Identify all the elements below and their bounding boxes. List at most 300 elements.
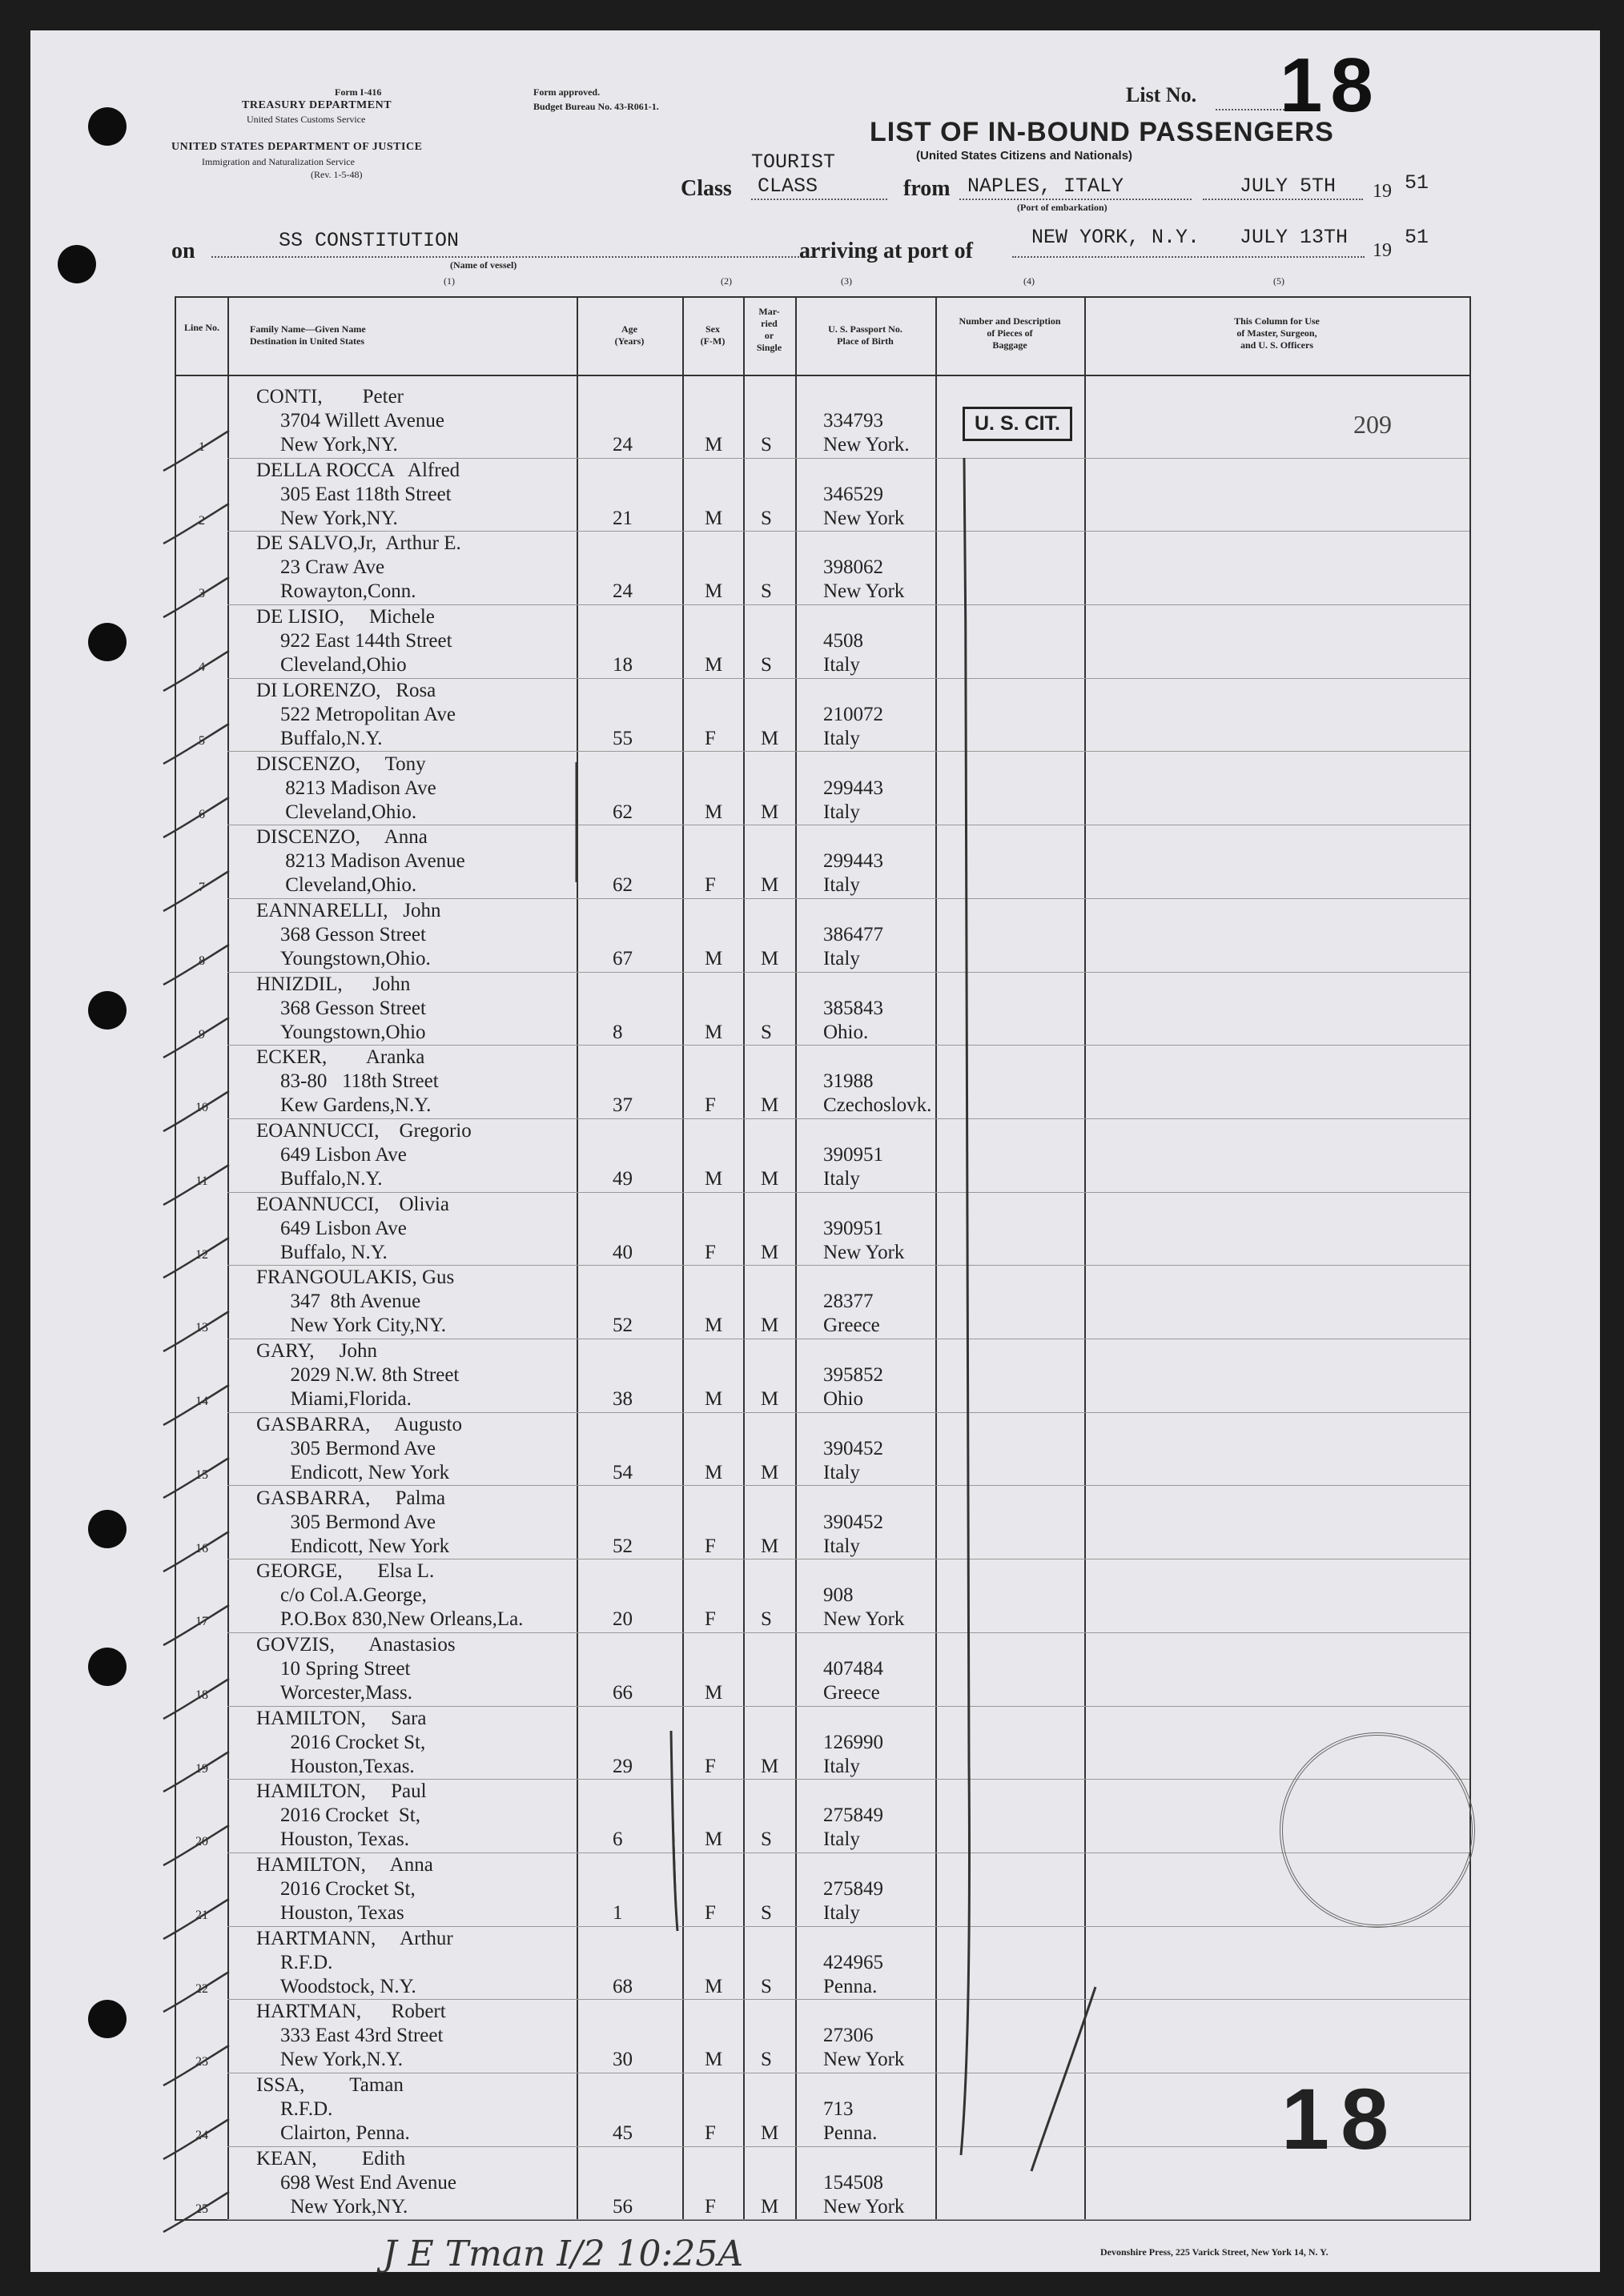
passenger-address: 649 Lisbon Ave: [280, 1217, 407, 1239]
passenger-city: New York City,NY.: [280, 1315, 446, 1337]
passport-number: 908: [823, 1584, 854, 1607]
passenger-marital: M: [761, 1388, 779, 1411]
passenger-address: 3704 Willett Avenue: [280, 410, 444, 432]
passport-number: 390452: [823, 1511, 883, 1533]
vessel-caption: (Name of vessel): [450, 259, 517, 271]
passport-number: 385843: [823, 997, 883, 1019]
passenger-age: 24: [613, 580, 633, 603]
table-row: [176, 2074, 1469, 2148]
table-row: [176, 1046, 1469, 1120]
passenger-sex: F: [705, 2122, 716, 2145]
passenger-name: DELLA ROCCA Alfred: [256, 459, 460, 481]
column-number: (1): [444, 275, 455, 287]
passenger-city: Endicott, New York: [280, 1461, 450, 1483]
binder-hole: [88, 623, 127, 661]
table-row: [176, 2148, 1469, 2222]
passenger-name: CONTI, Peter: [256, 386, 404, 407]
place-of-birth: Italy: [823, 874, 860, 897]
place-of-birth: New York: [823, 580, 905, 603]
form-approved: Form approved.: [533, 86, 601, 98]
line-number: 1: [199, 440, 205, 454]
passenger-name: HAMILTON, Anna: [256, 1854, 433, 1876]
table-row: [176, 1708, 1469, 1781]
passenger-marital: M: [761, 1315, 779, 1337]
passenger-marital: S: [761, 580, 772, 603]
passport-number: 407484: [823, 1657, 883, 1680]
line-number: 10: [195, 1101, 208, 1115]
header-baggage: Number and Description of Pieces of Baggage: [959, 315, 1061, 351]
passenger-address: 8213 Madison Avenue: [280, 850, 465, 873]
inspection-stamp: [1280, 1732, 1475, 1928]
passport-number: 386477: [823, 923, 883, 945]
passenger-name: DE LISIO, Michele: [256, 606, 435, 628]
passenger-marital: S: [761, 654, 772, 676]
table-row: [176, 1634, 1469, 1708]
passenger-marital: S: [761, 2049, 772, 2071]
table-row: [176, 1928, 1469, 2001]
table-row: [176, 606, 1469, 680]
class-label: Class: [681, 176, 732, 201]
line-number: 19: [195, 1761, 208, 1776]
passenger-address: 2016 Crocket St,: [280, 1731, 426, 1753]
passenger-address: 2029 N.W. 8th Street: [280, 1364, 460, 1387]
document-page: [30, 30, 1600, 2272]
line-number: 21: [195, 1909, 208, 1922]
place-of-birth: New York: [823, 1241, 905, 1263]
passenger-marital: S: [761, 1021, 772, 1043]
line-number: 8: [199, 953, 205, 968]
line-number: 12: [195, 1247, 208, 1262]
passenger-sex: F: [705, 1535, 716, 1557]
table-row: [176, 1194, 1469, 1267]
arrival-year: 51: [1405, 226, 1429, 249]
passenger-marital: M: [761, 947, 779, 969]
passenger-city: Houston, Texas: [280, 1902, 404, 1924]
passenger-address: 2016 Crocket St,: [280, 1804, 420, 1827]
line-number: 6: [199, 807, 205, 821]
passenger-sex: M: [705, 654, 723, 676]
printer-credit: Devonshire Press, 225 Varick Street, New York 14, N. Y.: [1100, 2246, 1329, 2258]
passenger-sex: M: [705, 801, 723, 823]
passenger-marital: M: [761, 2195, 779, 2218]
passenger-name: EOANNUCCI, Gregorio: [256, 1120, 472, 1142]
class-value-1: TOURIST: [751, 151, 836, 174]
passenger-city: Buffalo,N.Y.: [280, 727, 383, 749]
line-number: 13: [195, 1321, 208, 1335]
passport-number: 4508: [823, 630, 863, 652]
passenger-age: 54: [613, 1461, 633, 1483]
passenger-address: 522 Metropolitan Ave: [280, 703, 456, 725]
passenger-age: 56: [613, 2195, 633, 2218]
table-row: [176, 1120, 1469, 1194]
treasury-department: TREASURY DEPARTMENT: [242, 99, 392, 111]
passenger-age: 20: [613, 1608, 633, 1631]
passenger-sex: F: [705, 1755, 716, 1777]
passport-number: 398062: [823, 556, 883, 579]
line-number: 22: [195, 1981, 208, 1996]
place-of-birth: Penna.: [823, 1975, 878, 1997]
passenger-name: GARY, John: [256, 1340, 377, 1363]
passenger-address: 922 East 144th Street: [280, 630, 452, 652]
form-number: Form I-416: [335, 86, 382, 98]
passenger-name: HAMILTON, Sara: [256, 1707, 427, 1729]
line-number: 4: [199, 660, 205, 675]
passenger-address: 347 8th Avenue: [280, 1290, 421, 1313]
year-prefix-from: 19: [1373, 181, 1392, 202]
passenger-city: Clairton, Penna.: [280, 2122, 410, 2145]
passenger-address: 333 East 43rd Street: [280, 2025, 444, 2047]
passenger-name: DE SALVO,Jr, Arthur E.: [256, 532, 461, 555]
passport-number: 299443: [823, 777, 883, 799]
passenger-address: 698 West End Avenue: [280, 2171, 456, 2194]
bracket-mark: [665, 1731, 681, 1939]
passenger-age: 62: [613, 801, 633, 823]
passenger-sex: M: [705, 1168, 723, 1190]
passenger-address: 8213 Madison Ave: [280, 777, 436, 799]
header-age: Age (Years): [614, 323, 645, 347]
place-of-birth: Ohio: [823, 1388, 863, 1411]
passenger-sex: M: [705, 1975, 723, 1997]
passenger-age: 38: [613, 1388, 633, 1411]
line-number: 17: [195, 1615, 208, 1629]
passenger-address: R.F.D.: [280, 1951, 333, 1973]
passenger-sex: M: [705, 1315, 723, 1337]
table-row: [176, 1780, 1469, 1854]
header-sex: Sex (F-M): [700, 323, 726, 347]
line-number: 14: [195, 1395, 208, 1409]
department-of-justice: UNITED STATES DEPARTMENT OF JUSTICE: [171, 141, 423, 153]
passenger-marital: S: [761, 1608, 772, 1631]
passport-number: 27306: [823, 2025, 874, 2047]
line-number: 20: [195, 1835, 208, 1849]
passenger-name: HARTMAN, Robert: [256, 2001, 446, 2023]
passenger-address: 305 Bermond Ave: [280, 1437, 436, 1459]
passenger-name: HNIZDIL, John: [256, 973, 411, 995]
passenger-city: Cleveland,Ohio.: [280, 801, 417, 823]
annotation-209: 209: [1353, 410, 1392, 439]
column-number: (5): [1273, 275, 1284, 287]
passenger-age: 8: [613, 1021, 623, 1043]
passenger-city: Houston,Texas.: [280, 1755, 415, 1777]
column-number: (4): [1023, 275, 1035, 287]
header-married: Mar- ried or Single: [756, 306, 782, 353]
binder-hole: [88, 991, 127, 1030]
place-of-birth: Greece: [823, 1681, 880, 1704]
passenger-age: 21: [613, 507, 633, 529]
passenger-city: P.O.Box 830,New Orleans,La.: [280, 1608, 524, 1631]
line-number: 11: [195, 1174, 208, 1188]
passenger-age: 45: [613, 2122, 633, 2145]
passenger-sex: M: [705, 1021, 723, 1043]
passport-number: 28377: [823, 1290, 874, 1313]
table-row: [176, 753, 1469, 827]
from-label: from: [903, 176, 951, 201]
passenger-marital: M: [761, 1241, 779, 1263]
passenger-address: 368 Gesson Street: [280, 997, 426, 1019]
passport-number: 713: [823, 2098, 854, 2121]
place-of-birth: Italy: [823, 654, 860, 676]
header-officers: This Column for Use of Master, Surgeon, and U. S. Officers: [1234, 315, 1320, 351]
line-number: 7: [199, 881, 205, 895]
passenger-city: New York,NY.: [280, 2195, 408, 2218]
passenger-name: HAMILTON, Paul: [256, 1780, 427, 1803]
table-row: [176, 1560, 1469, 1634]
passport-number: 390951: [823, 1144, 883, 1166]
passport-number: 390452: [823, 1437, 883, 1459]
header-name: Family Name—Given Name Destination in United States: [250, 323, 366, 347]
table-row: [176, 2001, 1469, 2074]
passenger-name: GOVZIS, Anastasios: [256, 1633, 456, 1656]
passenger-city: Worcester,Mass.: [280, 1681, 412, 1704]
passenger-name: KEAN, Edith: [256, 2147, 406, 2170]
list-number-label: List No.: [1126, 83, 1197, 106]
passport-number: 424965: [823, 1951, 883, 1973]
passport-number: 395852: [823, 1364, 883, 1387]
signature: J E Tman I/2 10:25A: [383, 2234, 744, 2274]
passenger-name: FRANGOULAKIS, Gus: [256, 1266, 455, 1289]
passport-number: 299443: [823, 850, 883, 873]
passenger-address: R.F.D.: [280, 2098, 333, 2121]
table-row: [176, 900, 1469, 973]
passenger-age: 29: [613, 1755, 633, 1777]
passenger-marital: S: [761, 434, 772, 456]
year-prefix-arrival: 19: [1373, 240, 1392, 261]
passenger-age: 52: [613, 1535, 633, 1557]
passenger-sex: F: [705, 2195, 716, 2218]
table-row: [176, 973, 1469, 1047]
header-line-no: Line No.: [183, 322, 219, 333]
passenger-city: Endicott, New York: [280, 1535, 450, 1557]
line-number: 5: [199, 733, 205, 748]
passenger-address: 83-80 118th Street: [280, 1070, 439, 1093]
passenger-address: c/o Col.A.George,: [280, 1584, 427, 1607]
passenger-name: GEORGE, Elsa L.: [256, 1560, 435, 1583]
passenger-marital: S: [761, 1975, 772, 1997]
passenger-city: New York,N.Y.: [280, 2049, 404, 2071]
passenger-city: Rowayton,Conn.: [280, 580, 416, 603]
passenger-city: New York,NY.: [280, 507, 398, 529]
place-of-birth: Penna.: [823, 2122, 878, 2145]
passport-number: 210072: [823, 703, 883, 725]
check-stroke: [1023, 1979, 1103, 2179]
passenger-name: ISSA, Taman: [256, 2074, 404, 2097]
line-number: 24: [195, 2129, 208, 2143]
passenger-sex: M: [705, 947, 723, 969]
passenger-name: DISCENZO, Anna: [256, 826, 428, 849]
passenger-name: ECKER, Aranka: [256, 1046, 425, 1069]
passenger-marital: M: [761, 1094, 779, 1117]
passenger-marital: S: [761, 507, 772, 529]
binder-hole: [88, 2000, 127, 2038]
passport-number: 31988: [823, 1070, 874, 1093]
table-row: [176, 680, 1469, 753]
port-embarkation-caption: (Port of embarkation): [1017, 202, 1107, 213]
passenger-age: 52: [613, 1315, 633, 1337]
table-row: [176, 1854, 1469, 1928]
line-number: 15: [195, 1467, 208, 1482]
passenger-city: Kew Gardens,N.Y.: [280, 1094, 432, 1117]
passport-number: 275849: [823, 1804, 883, 1827]
passport-number: 334793: [823, 410, 883, 432]
table-row: [176, 826, 1469, 900]
passenger-age: 67: [613, 947, 633, 969]
place-of-birth: Italy: [823, 801, 860, 823]
passenger-name: DISCENZO, Tony: [256, 753, 426, 775]
check-mark: [160, 2189, 232, 2237]
passenger-age: 30: [613, 2049, 633, 2071]
binder-hole: [88, 1510, 127, 1548]
passenger-sex: F: [705, 1094, 716, 1117]
passenger-sex: F: [705, 1608, 716, 1631]
class-value-2: CLASS: [758, 175, 818, 198]
passenger-marital: S: [761, 1828, 772, 1851]
ins-label: Immigration and Naturalization Service: [202, 156, 355, 167]
passenger-city: Cleveland,Ohio: [280, 654, 407, 676]
passenger-sex: M: [705, 1681, 723, 1704]
line-number: 16: [195, 1541, 208, 1555]
place-of-birth: Italy: [823, 1461, 860, 1483]
place-of-birth: Italy: [823, 947, 860, 969]
place-of-birth: Italy: [823, 1828, 860, 1851]
line-number: 18: [195, 1688, 208, 1702]
passenger-marital: M: [761, 727, 779, 749]
passenger-age: 1: [613, 1902, 623, 1924]
passenger-city: New York,NY.: [280, 434, 398, 456]
passenger-marital: M: [761, 1535, 779, 1557]
arrival-port: NEW YORK, N.Y.: [1031, 226, 1200, 249]
passenger-city: Youngstown,Ohio: [280, 1021, 426, 1043]
passenger-age: 62: [613, 874, 633, 897]
passenger-sex: M: [705, 1461, 723, 1483]
passenger-name: EANNARELLI, John: [256, 899, 441, 921]
line-number: 3: [199, 587, 205, 601]
passenger-city: Miami,Florida.: [280, 1388, 412, 1411]
table-row: [176, 386, 1469, 460]
list-number: 18: [1280, 42, 1381, 128]
embarkation-port: NAPLES, ITALY: [967, 175, 1124, 198]
binder-hole: [58, 245, 96, 283]
page-subtitle: (United States Citizens and Nationals): [916, 149, 1133, 163]
arrival-date: JULY 13TH: [1240, 226, 1349, 249]
list-number-stamp: 18: [1281, 2070, 1401, 2167]
table-row: [176, 1487, 1469, 1561]
passenger-sex: M: [705, 434, 723, 456]
passport-number: 126990: [823, 1731, 883, 1753]
passenger-sex: M: [705, 1828, 723, 1851]
passenger-marital: M: [761, 874, 779, 897]
departure-date: JULY 5TH: [1240, 175, 1337, 198]
on-label: on: [171, 239, 195, 263]
passenger-age: 66: [613, 1681, 633, 1704]
table-row: [176, 460, 1469, 533]
line-number: 25: [195, 2202, 208, 2216]
table-row: [176, 1266, 1469, 1340]
passenger-city: Cleveland,Ohio.: [280, 874, 417, 897]
passenger-age: 40: [613, 1241, 633, 1263]
passenger-sex: F: [705, 1902, 716, 1924]
passenger-city: Woodstock, N.Y.: [280, 1975, 416, 1997]
place-of-birth: New York: [823, 1608, 905, 1631]
line-number: 23: [195, 2055, 208, 2069]
passenger-address: 649 Lisbon Ave: [280, 1144, 407, 1166]
passport-number: 346529: [823, 483, 883, 505]
place-of-birth: Italy: [823, 1168, 860, 1190]
passenger-sex: M: [705, 507, 723, 529]
passenger-name: GASBARRA, Palma: [256, 1487, 446, 1509]
passenger-age: 18: [613, 654, 633, 676]
passenger-address: 305 Bermond Ave: [280, 1511, 436, 1533]
passenger-city: Buffalo, N.Y.: [280, 1241, 388, 1263]
column-number: (3): [841, 275, 852, 287]
ditto-stroke: [937, 442, 985, 2179]
passenger-address: 23 Craw Ave: [280, 556, 385, 579]
table-row: [176, 1414, 1469, 1487]
place-of-birth: New York.: [823, 434, 910, 456]
departure-year: 51: [1405, 171, 1429, 195]
passenger-address: 10 Spring Street: [280, 1657, 411, 1680]
place-of-birth: Greece: [823, 1315, 880, 1337]
budget-bureau: Budget Bureau No. 43-R061-1.: [533, 101, 659, 112]
place-of-birth: Czechoslovk.: [823, 1094, 932, 1117]
revision: (Rev. 1-5-48): [311, 169, 363, 180]
binder-hole: [88, 107, 127, 146]
passenger-sex: F: [705, 1241, 716, 1263]
customs-service: United States Customs Service: [247, 114, 366, 125]
place-of-birth: Italy: [823, 727, 860, 749]
passenger-sex: M: [705, 580, 723, 603]
place-of-birth: New York: [823, 2049, 905, 2071]
passenger-age: 37: [613, 1094, 633, 1117]
table-row: [176, 1340, 1469, 1414]
passenger-name: DI LORENZO, Rosa: [256, 679, 436, 701]
passenger-age: 68: [613, 1975, 633, 1997]
passenger-marital: M: [761, 2122, 779, 2145]
passenger-sex: F: [705, 727, 716, 749]
place-of-birth: Italy: [823, 1902, 860, 1924]
passenger-marital: M: [761, 1168, 779, 1190]
passenger-city: Buffalo,N.Y.: [280, 1168, 383, 1190]
passenger-sex: M: [705, 1388, 723, 1411]
passenger-sex: M: [705, 2049, 723, 2071]
bracket-mark: [569, 762, 585, 890]
passport-number: 275849: [823, 1878, 883, 1900]
place-of-birth: Ohio.: [823, 1021, 869, 1043]
passenger-address: 2016 Crocket St,: [280, 1878, 416, 1900]
passenger-marital: M: [761, 801, 779, 823]
column-number: (2): [721, 275, 732, 287]
passenger-sex: F: [705, 874, 716, 897]
arriving-label: arriving at port of: [799, 239, 973, 263]
passenger-city: Youngstown,Ohio.: [280, 947, 431, 969]
line-number: 2: [199, 513, 205, 528]
table-row: [176, 532, 1469, 606]
passenger-age: 24: [613, 434, 633, 456]
passport-number: 390951: [823, 1217, 883, 1239]
place-of-birth: Italy: [823, 1535, 860, 1557]
passenger-name: GASBARRA, Augusto: [256, 1413, 462, 1435]
passenger-age: 6: [613, 1828, 623, 1851]
passport-number: 154508: [823, 2171, 883, 2194]
passenger-name: HARTMANN, Arthur: [256, 1927, 453, 1949]
passenger-marital: S: [761, 1902, 772, 1924]
passenger-marital: M: [761, 1755, 779, 1777]
passenger-age: 55: [613, 727, 633, 749]
page-title: LIST OF IN-BOUND PASSENGERS: [870, 117, 1334, 147]
vessel-name: SS CONSTITUTION: [279, 229, 460, 252]
passenger-address: 368 Gesson Street: [280, 923, 426, 945]
line-number: 9: [199, 1027, 205, 1042]
place-of-birth: Italy: [823, 1755, 860, 1777]
